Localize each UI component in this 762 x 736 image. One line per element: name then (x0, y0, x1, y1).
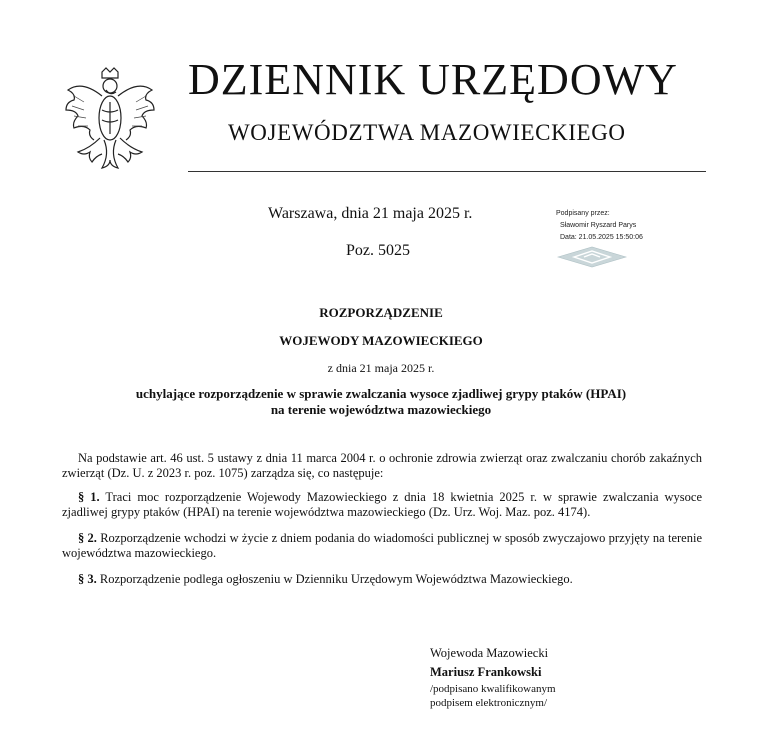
signer-note-line-2: podpisem elektronicznym/ (430, 697, 547, 709)
paragraph-3 (62, 572, 702, 587)
signer-office: Wojewoda Mazowiecki (430, 646, 549, 660)
signer-name: Mariusz Frankowski (430, 665, 542, 679)
journal-subtitle: WOJEWÓDZTWA MAZOWIECKIEGO (228, 120, 626, 145)
journal-title: DZIENNIK URZĘDOWY (188, 55, 678, 104)
signature-date: Data: 21.05.2025 15:50:06 (560, 234, 643, 241)
act-type: ROZPORZĄDZENIE (319, 305, 443, 320)
place-date: Warszawa, dnia 21 maja 2025 r. (268, 205, 473, 222)
signer-block (430, 644, 556, 710)
paragraph-2-number: § 2. (78, 531, 97, 545)
preamble-paragraph: Na podstawie art. 46 ust. 5 ustawy z dnia 11 marca 2004 r. o ochronie zdrowia zwierząt oraz zwalczaniu chorób zakaźnych zwierząt (Dz. U. z 2023 r. poz. 1075) zarządza się, co następuje: (62, 451, 702, 480)
signature-label: Podpisany przez: (556, 210, 610, 217)
electronic-signature-stamp (556, 208, 716, 272)
header-divider (188, 171, 706, 172)
paragraph-1-number: § 1. (78, 490, 100, 504)
paragraph-3-number: § 3. (78, 572, 97, 586)
polish-eagle-emblem-icon (62, 66, 158, 172)
paragraph-3-text: Rozporządzenie podlega ogłoszeniu w Dzienniku Urzędowym Województwa Mazowieckiego. (96, 572, 573, 586)
act-subject (0, 386, 762, 418)
position-number: Poz. 5025 (346, 242, 410, 259)
paragraph-1 (62, 490, 702, 520)
signer-note-line-1: /podpisano kwalifikowanym (430, 683, 556, 695)
signature-seal-icon (556, 246, 628, 268)
act-author: WOJEWODY MAZOWIECKIEGO (279, 333, 483, 348)
act-subject-line-1: uchylające rozporządzenie w sprawie zwalczania wysoce zjadliwej grypy ptaków (HPAI) (135, 386, 627, 401)
act-subject-line-2: na terenie województwa mazowieckiego (270, 402, 492, 417)
paragraph-2 (62, 531, 702, 561)
paragraph-1-text: Traci moc rozporządzenie Wojewody Mazowieckiego z dnia 18 kwietnia 2025 r. w sprawie zwalczania wysoce zjadliwej grypy ptaków (HPAI) na terenie województwa mazowieckiego (Dz. Urz. Woj. Maz. poz. 4174). (62, 490, 702, 519)
act-date: z dnia 21 maja 2025 r. (327, 361, 435, 375)
signature-signer: Sławomir Ryszard Parys (560, 222, 637, 229)
paragraph-2-text: Rozporządzenie wchodzi w życie z dniem podania do wiadomości publicznej w sposób zwyczajowo przyjęty na terenie województwa mazowieckiego. (62, 531, 703, 560)
